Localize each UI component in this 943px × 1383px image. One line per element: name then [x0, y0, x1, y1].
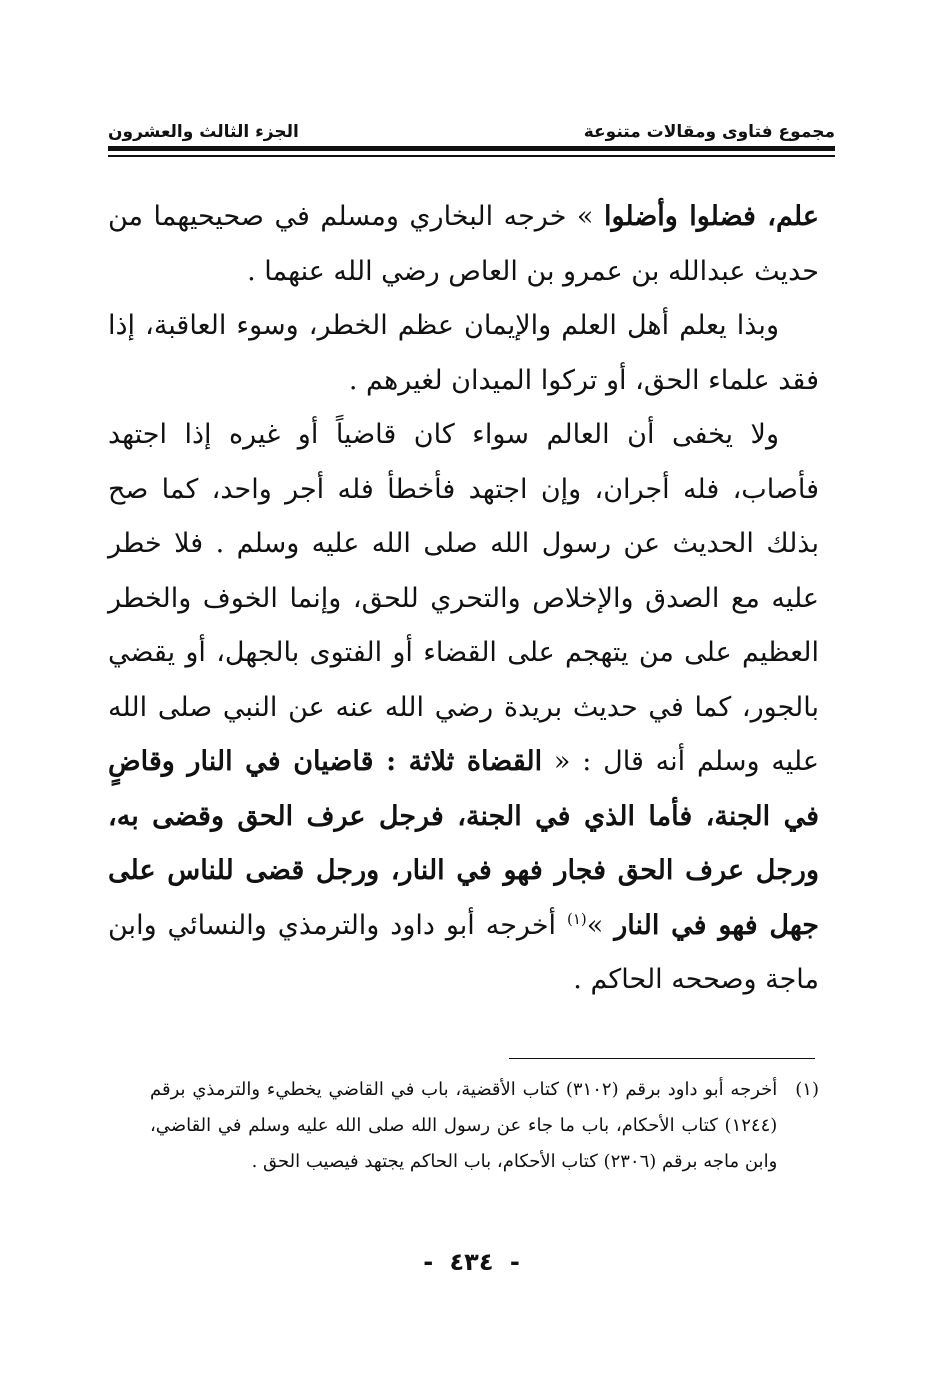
book-title: مجموع فتاوى ومقالات متنوعة [583, 122, 835, 142]
header-rule-thick [108, 146, 835, 151]
paragraph-2: وبذا يعلم أهل العلم والإيمان عظم الخطر، وسوء العاقبة، إذا فقد علماء الحق، أو تركوا الميدان لغيرهم . [108, 310, 819, 396]
main-text [108, 190, 819, 1008]
paragraph-3-end: أخرجه أبو داود والترمذي والنسائي وابن ماجة وصححه الحاكم . [108, 909, 819, 995]
footnote [150, 1072, 819, 1180]
page-number: - ٤٣٤ - [423, 1248, 520, 1276]
paragraph-1 [108, 190, 819, 299]
closing-quote: » [586, 909, 615, 941]
footnote-reference: (١) [566, 909, 587, 928]
footnote-number: (١) [795, 1079, 819, 1100]
running-header [108, 108, 835, 142]
paragraph-1-rest: » خرجه البخاري ومسلم في صحيحيهما من حديث عبدالله بن عمرو بن العاص رضي الله عنهما . [108, 201, 819, 287]
paragraph-3-start: ولا يخفى أن العالم سواء كان قاضياً أو غيره إذا اجتهد فأصاب، فله أجران، وإن اجتهد فأخطأ فله أجر واحد، كما صح بذلك الحديث عن رسول الله صلى الله عليه وسلم . فلا خطر عليه مع الصدق والإخلاص والتحري للحق، وإنما الخوف والخطر العظيم على من يتهجم على القضاء أو الفتوى بالجهل، أو يقضي بالجور، كما في حديث بريدة رضي الله عنه عن النبي صلى الله عليه وسلم أنه قال : « [108, 419, 819, 777]
hadith-text: القضاة ثلاثة : قاضيان في النار وقاضٍ في الجنة، فأما الذي في الجنة، فرجل عرف الحق وقضى به، ورجل عرف الحق فجار فهو في النار، ورجل قضى للناس على جهل فهو في النار [108, 746, 819, 941]
footnote-separator [509, 1058, 815, 1059]
paragraph-3 [108, 408, 819, 1008]
hadith-ending: علم، فضلوا وأضلوا [603, 201, 819, 232]
header-rule-thin [108, 155, 835, 157]
volume-label: الجزء الثالث والعشرون [108, 122, 299, 142]
footnote-text: أخرجه أبو داود برقم (٣١٠٢) كتاب الأقضية، باب في القاضي يخطيء والترمذي برقم (١٢٤٤) كتاب الأحكام، باب ما جاء عن رسول الله صلى الله عليه وسلم في القاضي، وابن ماجه برقم (٢٣٠٦) كتاب الأحكام، باب الحاكم يجتهد فيصيب الحق . [150, 1079, 778, 1172]
